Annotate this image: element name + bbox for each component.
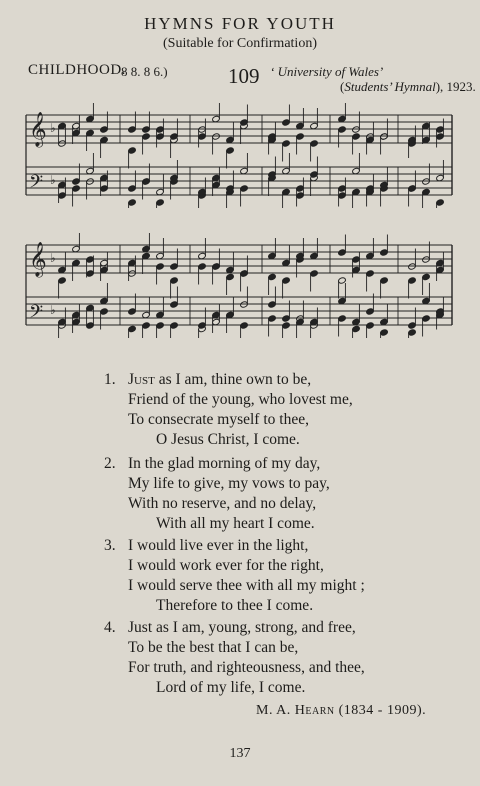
page-number: 137: [229, 746, 251, 761]
treble-clef: 𝄞: [29, 242, 47, 277]
bass-clef: 𝄢: [29, 302, 44, 327]
verse-line: [128, 658, 365, 678]
verse-line-text: as I am, thine own to be,: [154, 371, 312, 388]
meter: 8 8. 8 6.): [121, 64, 168, 79]
author-credit: [256, 703, 426, 719]
verse-line-text: With all my heart I come.: [156, 515, 315, 532]
tune-name: CHILDHOOD.: [28, 62, 126, 78]
verse-number: 3.: [104, 537, 116, 554]
music-system-1: [0, 103, 480, 208]
tune-source: ‘ University of Wales’: [270, 64, 384, 79]
flat-sign: ♭: [50, 303, 56, 317]
verse-line: [156, 514, 315, 534]
verse-number: 4.: [104, 619, 116, 636]
verse-line-text: I would work ever for the right,: [128, 557, 324, 574]
verse-line: [128, 618, 356, 638]
verse-line-text: I would serve thee with all my might ;: [128, 577, 365, 594]
verse-line-text: With no reserve, and no delay,: [128, 495, 317, 512]
hymn-number: 109: [228, 64, 260, 88]
verse-line: [128, 536, 308, 556]
verse-line: [128, 576, 365, 596]
verse-number: 2.: [104, 455, 116, 472]
verse-line-text: O Jesus Christ, I come.: [156, 431, 300, 448]
bass-clef: 𝄢: [29, 172, 44, 197]
tune-source-detail: (Students’ Hymnal), 1923.: [340, 79, 476, 94]
verse-number: 1.: [104, 371, 116, 388]
verse-line: [128, 454, 320, 474]
verse-line: [128, 370, 311, 390]
verse-line: [128, 410, 309, 430]
verse-line-text: To be the best that I can be,: [128, 639, 299, 656]
verse-line-text: I would live ever in the light,: [128, 537, 309, 554]
verse-line-text: To consecrate myself to thee,: [128, 411, 309, 428]
author-dates: (1834 - 1909).: [338, 703, 427, 718]
verse-line: [156, 430, 300, 450]
verse-line: [128, 556, 324, 576]
verse-line-text: Friend of the young, who lovest me,: [128, 391, 353, 408]
author-name: M. A. Hearn: [256, 703, 335, 718]
verse-line-text: In the glad morning of my day,: [128, 455, 321, 472]
verse-line-text: Therefore to thee I come.: [156, 597, 314, 614]
verse-line: [128, 638, 298, 658]
music-system-2: [0, 233, 480, 338]
running-head: HYMNS FOR YOUTH: [144, 14, 336, 33]
flat-sign: ♭: [50, 173, 56, 187]
verse-line-text: Just as I am, young, strong, and free,: [128, 619, 356, 636]
verse-first-word: Just: [128, 371, 155, 388]
verse-line-text: Lord of my life, I come.: [156, 679, 306, 696]
verse-line: [128, 390, 353, 410]
flat-sign: ♭: [50, 251, 56, 265]
treble-clef: 𝄞: [29, 112, 47, 147]
verse-line: [128, 494, 316, 514]
verse-line: [156, 596, 313, 616]
verse-line: [128, 474, 330, 494]
verse-line: [156, 678, 305, 698]
flat-sign: ♭: [50, 121, 56, 135]
verse-line-text: My life to give, my vows to pay,: [128, 475, 330, 492]
verse-line-text: For truth, and righteousness, and thee,: [128, 659, 365, 676]
subhead: (Suitable for Confirmation): [163, 36, 317, 51]
